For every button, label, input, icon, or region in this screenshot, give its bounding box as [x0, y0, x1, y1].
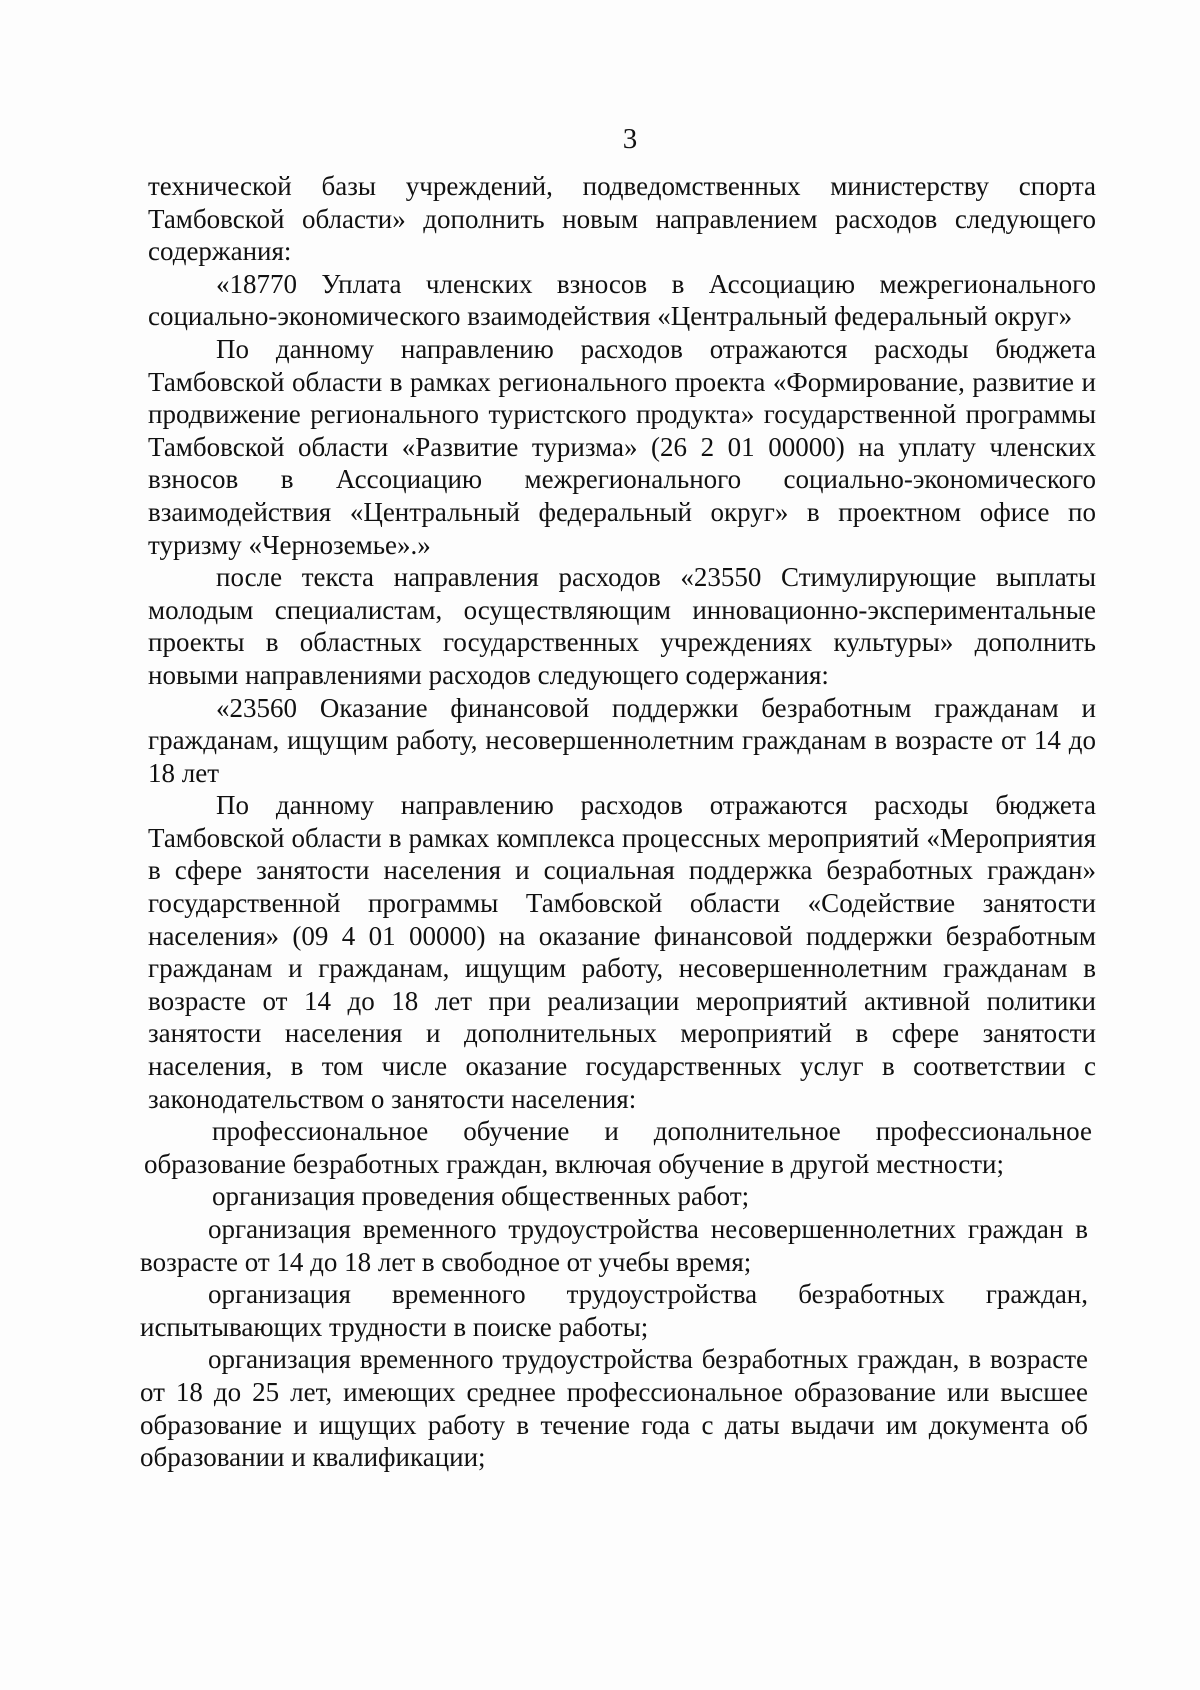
paragraph: профессиональное обучение и дополнительное профессиональное образование безработных граждан, включая обучение в другой местности;: [144, 1116, 1092, 1179]
paragraph: «23560 Оказание финансовой поддержки безработным гражданам и гражданам, ищущим работу, несовершеннолетним гражданам в возрасте от 14 до 18 лет: [148, 692, 1096, 788]
paragraph: «18770 Уплата членских взносов в Ассоциацию межрегионального социально-экономического взаимодействия «Центральный федеральный округ»: [148, 268, 1096, 332]
paragraph: технической базы учреждений, подведомственных министерству спорта Тамбовской области» дополнить новым направлением расходов следующего содержания:: [148, 171, 1096, 267]
paragraph: организация временного трудоустройства безработных граждан, испытывающих трудности в поиске работы;: [140, 1279, 1088, 1342]
paragraph: организация временного трудоустройства безработных граждан, в возрасте от 18 до 25 лет, имеющих среднее профессиональное образование или высшее образование и ищущих работу в течение года с даты выдачи им документа об образовании и квалификации;: [140, 1344, 1088, 1473]
paragraph: после текста направления расходов «23550 Стимулирующие выплаты молодым специалистам, осуществляющим инновационно-экспериментальные проекты в областных государственных учреждениях культуры» дополнить новыми направлениями расходов следующего содержания:: [148, 562, 1096, 690]
document-body: [140, 170, 1096, 1474]
page-number: 3: [622, 123, 638, 155]
paragraph: По данному направлению расходов отражаются расходы бюджета Тамбовской области в рамках регионального проекта «Формирование, развитие и продвижение регионального туристского продукта» государственной программы Тамбовской области «Развитие туризма» (26 2 01 00000) на уплату членских взносов в Ассоциацию межрегионального социально-экономического взаимодействия «Центральный федеральный округ» в проектном офисе по туризму «Черноземье».»: [148, 333, 1096, 560]
paragraph: организация временного трудоустройства несовершеннолетних граждан в возрасте от 14 до 18 лет в свободное от учебы время;: [140, 1214, 1088, 1277]
paragraph: По данному направлению расходов отражаются расходы бюджета Тамбовской области в рамках комплекса процессных мероприятий «Мероприятия в сфере занятости населения и социальная поддержка безработных граждан» государственной программы Тамбовской области «Содействие занятости населения» (09 4 01 00000) на оказание финансовой поддержки безработным гражданам и гражданам, ищущим работу, несовершеннолетним гражданам в возрасте от 14 до 18 лет при реализации мероприятий активной политики занятости населения и дополнительных мероприятий в сфере занятости населения, в том числе оказание государственных услуг в соответствии с законодательством о занятости населения:: [148, 790, 1096, 1114]
paragraph: организация проведения общественных работ;: [212, 1181, 750, 1212]
